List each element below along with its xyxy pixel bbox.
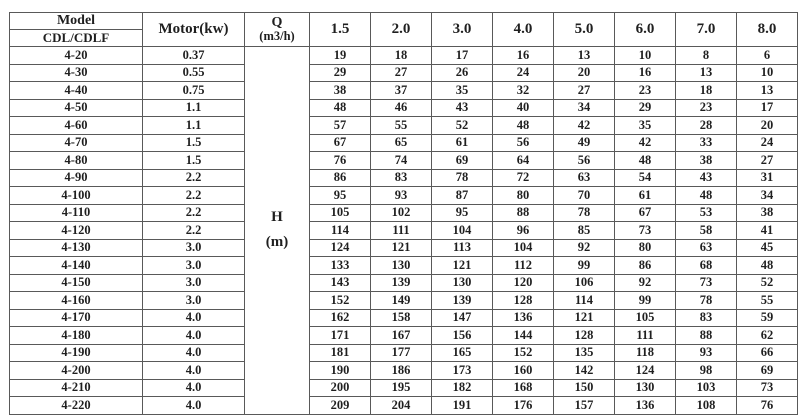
table-row	[10, 117, 798, 135]
head-value-cell: 93	[371, 187, 432, 205]
motor-cell: 4.0	[143, 309, 245, 327]
head-value-cell: 150	[554, 379, 615, 397]
table-row	[10, 82, 798, 100]
head-value-cell: 114	[554, 292, 615, 310]
head-value-cell: 70	[554, 187, 615, 205]
head-value-cell: 64	[493, 152, 554, 170]
model-cell: 4-170	[10, 309, 143, 327]
table-row	[10, 239, 798, 257]
head-value-cell: 99	[615, 292, 676, 310]
head-value-cell: 56	[554, 152, 615, 170]
head-value-cell: 19	[310, 47, 371, 65]
table-row	[10, 99, 798, 117]
motor-cell: 4.0	[143, 379, 245, 397]
head-value-cell: 63	[676, 239, 737, 257]
head-value-cell: 48	[737, 257, 798, 275]
head-value-cell: 33	[676, 134, 737, 152]
table-row	[10, 274, 798, 292]
head-value-cell: 13	[554, 47, 615, 65]
motor-cell: 1.1	[143, 99, 245, 117]
h-unit: (m)	[265, 234, 289, 251]
model-cell: 4-190	[10, 344, 143, 362]
model-cell: 4-130	[10, 239, 143, 257]
table-row	[10, 152, 798, 170]
motor-cell: 4.0	[143, 327, 245, 345]
header-row-1	[10, 13, 798, 30]
head-value-cell: 20	[737, 117, 798, 135]
model-cell: 4-40	[10, 82, 143, 100]
head-value-cell: 111	[615, 327, 676, 345]
head-value-cell: 38	[737, 204, 798, 222]
head-value-cell: 121	[371, 239, 432, 257]
head-value-cell: 46	[371, 99, 432, 117]
head-value-cell: 108	[676, 397, 737, 415]
head-value-cell: 58	[676, 222, 737, 240]
motor-cell: 3.0	[143, 239, 245, 257]
head-value-cell: 124	[615, 362, 676, 380]
head-value-cell: 209	[310, 397, 371, 415]
head-value-cell: 165	[432, 344, 493, 362]
head-value-cell: 86	[310, 169, 371, 187]
head-value-cell: 147	[432, 309, 493, 327]
model-cell: 4-140	[10, 257, 143, 275]
head-value-cell: 10	[615, 47, 676, 65]
head-value-cell: 195	[371, 379, 432, 397]
head-value-cell: 27	[737, 152, 798, 170]
head-value-cell: 69	[737, 362, 798, 380]
head-value-cell: 121	[554, 309, 615, 327]
head-value-cell: 55	[371, 117, 432, 135]
table-row	[10, 397, 798, 415]
head-value-cell: 72	[493, 169, 554, 187]
motor-cell: 2.2	[143, 187, 245, 205]
table-row	[10, 344, 798, 362]
head-value-cell: 102	[371, 204, 432, 222]
head-value-cell: 18	[676, 82, 737, 100]
head-value-cell: 78	[432, 169, 493, 187]
head-value-cell: 103	[676, 379, 737, 397]
head-value-cell: 177	[371, 344, 432, 362]
flow-column-header: 8.0	[737, 13, 798, 47]
table-row	[10, 362, 798, 380]
head-value-cell: 29	[615, 99, 676, 117]
head-value-cell: 13	[737, 82, 798, 100]
head-value-cell: 104	[493, 239, 554, 257]
head-value-cell: 23	[615, 82, 676, 100]
head-value-cell: 65	[371, 134, 432, 152]
head-value-cell: 27	[554, 82, 615, 100]
head-value-cell: 69	[432, 152, 493, 170]
head-value-cell: 157	[554, 397, 615, 415]
head-value-cell: 37	[371, 82, 432, 100]
head-value-cell: 162	[310, 309, 371, 327]
model-cell: 4-30	[10, 64, 143, 82]
model-cell: 4-160	[10, 292, 143, 310]
head-value-cell: 16	[493, 47, 554, 65]
head-value-cell: 105	[615, 309, 676, 327]
head-value-cell: 80	[493, 187, 554, 205]
head-value-cell: 87	[432, 187, 493, 205]
head-value-cell: 152	[493, 344, 554, 362]
head-value-cell: 67	[310, 134, 371, 152]
head-value-cell: 38	[676, 152, 737, 170]
head-value-cell: 45	[737, 239, 798, 257]
model-cell: 4-100	[10, 187, 143, 205]
head-value-cell: 59	[737, 309, 798, 327]
pump-head-table	[9, 12, 798, 415]
head-value-cell: 200	[310, 379, 371, 397]
head-value-cell: 93	[676, 344, 737, 362]
head-value-cell: 48	[676, 187, 737, 205]
head-value-cell: 73	[676, 274, 737, 292]
head-value-cell: 130	[432, 274, 493, 292]
head-value-cell: 167	[371, 327, 432, 345]
head-value-cell: 191	[432, 397, 493, 415]
head-value-cell: 34	[737, 187, 798, 205]
head-value-cell: 181	[310, 344, 371, 362]
model-cell: 4-210	[10, 379, 143, 397]
head-value-cell: 38	[310, 82, 371, 100]
head-value-cell: 86	[615, 257, 676, 275]
flow-column-header: 3.0	[432, 13, 493, 47]
model-cell: 4-70	[10, 134, 143, 152]
motor-cell: 4.0	[143, 344, 245, 362]
head-value-cell: 27	[371, 64, 432, 82]
head-value-cell: 67	[615, 204, 676, 222]
head-value-cell: 99	[554, 257, 615, 275]
head-value-cell: 40	[493, 99, 554, 117]
head-value-cell: 10	[737, 64, 798, 82]
table-row	[10, 64, 798, 82]
motor-cell: 1.1	[143, 117, 245, 135]
head-value-cell: 95	[432, 204, 493, 222]
model-cell: 4-200	[10, 362, 143, 380]
head-value-cell: 17	[737, 99, 798, 117]
head-value-cell: 171	[310, 327, 371, 345]
table-header	[10, 13, 798, 47]
table-row	[10, 327, 798, 345]
head-value-cell: 76	[310, 152, 371, 170]
motor-cell: 1.5	[143, 134, 245, 152]
head-value-cell: 142	[554, 362, 615, 380]
head-value-cell: 136	[493, 309, 554, 327]
head-value-cell: 63	[554, 169, 615, 187]
head-value-cell: 95	[310, 187, 371, 205]
flow-q-header	[245, 13, 310, 47]
model-cell: 4-20	[10, 47, 143, 65]
head-value-cell: 57	[310, 117, 371, 135]
model-cell: 4-50	[10, 99, 143, 117]
head-value-cell: 43	[676, 169, 737, 187]
head-value-cell: 106	[554, 274, 615, 292]
motor-cell: 0.75	[143, 82, 245, 100]
head-value-cell: 182	[432, 379, 493, 397]
head-value-cell: 8	[676, 47, 737, 65]
head-value-cell: 29	[310, 64, 371, 82]
head-value-cell: 204	[371, 397, 432, 415]
head-value-cell: 92	[554, 239, 615, 257]
model-cell: 4-180	[10, 327, 143, 345]
head-value-cell: 78	[676, 292, 737, 310]
motor-cell: 3.0	[143, 292, 245, 310]
head-value-cell: 83	[371, 169, 432, 187]
head-value-cell: 53	[676, 204, 737, 222]
head-value-cell: 42	[554, 117, 615, 135]
table-row	[10, 187, 798, 205]
head-value-cell: 85	[554, 222, 615, 240]
head-value-cell: 48	[310, 99, 371, 117]
head-value-cell: 190	[310, 362, 371, 380]
head-unit-cell	[245, 47, 310, 415]
table-row	[10, 47, 798, 65]
head-value-cell: 32	[493, 82, 554, 100]
head-value-cell: 143	[310, 274, 371, 292]
head-value-cell: 68	[676, 257, 737, 275]
head-value-cell: 18	[371, 47, 432, 65]
head-value-cell: 104	[432, 222, 493, 240]
head-value-cell: 88	[493, 204, 554, 222]
h-symbol: H	[271, 209, 283, 226]
head-value-cell: 112	[493, 257, 554, 275]
head-value-cell: 24	[493, 64, 554, 82]
head-value-cell: 76	[737, 397, 798, 415]
head-value-cell: 62	[737, 327, 798, 345]
h-gap	[245, 226, 309, 234]
head-value-cell: 128	[493, 292, 554, 310]
head-value-cell: 114	[310, 222, 371, 240]
head-value-cell: 48	[615, 152, 676, 170]
head-value-cell: 152	[310, 292, 371, 310]
head-value-cell: 168	[493, 379, 554, 397]
flow-column-header: 6.0	[615, 13, 676, 47]
head-value-cell: 26	[432, 64, 493, 82]
q-symbol: Q	[271, 15, 283, 30]
head-value-cell: 120	[493, 274, 554, 292]
model-cell: 4-90	[10, 169, 143, 187]
head-value-cell: 54	[615, 169, 676, 187]
table-row	[10, 222, 798, 240]
table-body	[10, 47, 798, 415]
motor-cell: 0.37	[143, 47, 245, 65]
flow-column-header: 5.0	[554, 13, 615, 47]
head-value-cell: 111	[371, 222, 432, 240]
motor-cell: 1.5	[143, 152, 245, 170]
head-value-cell: 35	[432, 82, 493, 100]
head-value-cell: 49	[554, 134, 615, 152]
head-value-cell: 52	[737, 274, 798, 292]
motor-cell: 0.55	[143, 64, 245, 82]
table-row	[10, 204, 798, 222]
head-value-cell: 133	[310, 257, 371, 275]
model-cell: 4-120	[10, 222, 143, 240]
head-value-cell: 55	[737, 292, 798, 310]
head-value-cell: 20	[554, 64, 615, 82]
head-value-cell: 98	[676, 362, 737, 380]
q-unit: (m3/h)	[259, 29, 295, 43]
head-value-cell: 41	[737, 222, 798, 240]
motor-header: Motor(kw)	[143, 13, 245, 47]
motor-cell: 2.2	[143, 204, 245, 222]
table-row	[10, 257, 798, 275]
head-value-cell: 52	[432, 117, 493, 135]
head-value-cell: 48	[493, 117, 554, 135]
head-value-cell: 6	[737, 47, 798, 65]
model-cell: 4-80	[10, 152, 143, 170]
table-row	[10, 379, 798, 397]
head-value-cell: 31	[737, 169, 798, 187]
motor-cell: 2.2	[143, 222, 245, 240]
head-value-cell: 160	[493, 362, 554, 380]
head-value-cell: 16	[615, 64, 676, 82]
head-value-cell: 130	[371, 257, 432, 275]
flow-column-header: 2.0	[371, 13, 432, 47]
model-cell: 4-60	[10, 117, 143, 135]
head-value-cell: 139	[432, 292, 493, 310]
model-cell: 4-110	[10, 204, 143, 222]
head-value-cell: 83	[676, 309, 737, 327]
table-row	[10, 309, 798, 327]
head-value-cell: 135	[554, 344, 615, 362]
head-value-cell: 61	[615, 187, 676, 205]
head-value-cell: 88	[676, 327, 737, 345]
motor-cell: 4.0	[143, 397, 245, 415]
head-value-cell: 149	[371, 292, 432, 310]
head-value-cell: 121	[432, 257, 493, 275]
head-value-cell: 23	[676, 99, 737, 117]
table-row	[10, 134, 798, 152]
head-value-cell: 80	[615, 239, 676, 257]
table-row	[10, 292, 798, 310]
head-value-cell: 28	[676, 117, 737, 135]
flow-column-header: 4.0	[493, 13, 554, 47]
motor-cell: 3.0	[143, 274, 245, 292]
head-value-cell: 43	[432, 99, 493, 117]
head-value-cell: 78	[554, 204, 615, 222]
head-value-cell: 173	[432, 362, 493, 380]
head-value-cell: 130	[615, 379, 676, 397]
head-value-cell: 96	[493, 222, 554, 240]
head-value-cell: 158	[371, 309, 432, 327]
model-cell: 4-150	[10, 274, 143, 292]
flow-column-header: 7.0	[676, 13, 737, 47]
head-value-cell: 24	[737, 134, 798, 152]
motor-cell: 3.0	[143, 257, 245, 275]
head-value-cell: 113	[432, 239, 493, 257]
motor-cell: 4.0	[143, 362, 245, 380]
head-value-cell: 73	[737, 379, 798, 397]
head-value-cell: 176	[493, 397, 554, 415]
head-value-cell: 66	[737, 344, 798, 362]
head-value-cell: 144	[493, 327, 554, 345]
head-value-cell: 156	[432, 327, 493, 345]
table-row	[10, 169, 798, 187]
head-value-cell: 17	[432, 47, 493, 65]
head-value-cell: 73	[615, 222, 676, 240]
model-header: Model	[10, 13, 143, 30]
model-cell: 4-220	[10, 397, 143, 415]
head-value-cell: 35	[615, 117, 676, 135]
head-value-cell: 139	[371, 274, 432, 292]
motor-cell: 2.2	[143, 169, 245, 187]
head-value-cell: 128	[554, 327, 615, 345]
head-value-cell: 124	[310, 239, 371, 257]
head-value-cell: 56	[493, 134, 554, 152]
head-value-cell: 13	[676, 64, 737, 82]
head-value-cell: 42	[615, 134, 676, 152]
head-value-cell: 105	[310, 204, 371, 222]
head-value-cell: 74	[371, 152, 432, 170]
head-value-cell: 118	[615, 344, 676, 362]
head-value-cell: 34	[554, 99, 615, 117]
head-value-cell: 92	[615, 274, 676, 292]
head-value-cell: 186	[371, 362, 432, 380]
model-series-header: CDL/CDLF	[10, 30, 143, 47]
flow-column-header: 1.5	[310, 13, 371, 47]
head-value-cell: 136	[615, 397, 676, 415]
head-value-cell: 61	[432, 134, 493, 152]
